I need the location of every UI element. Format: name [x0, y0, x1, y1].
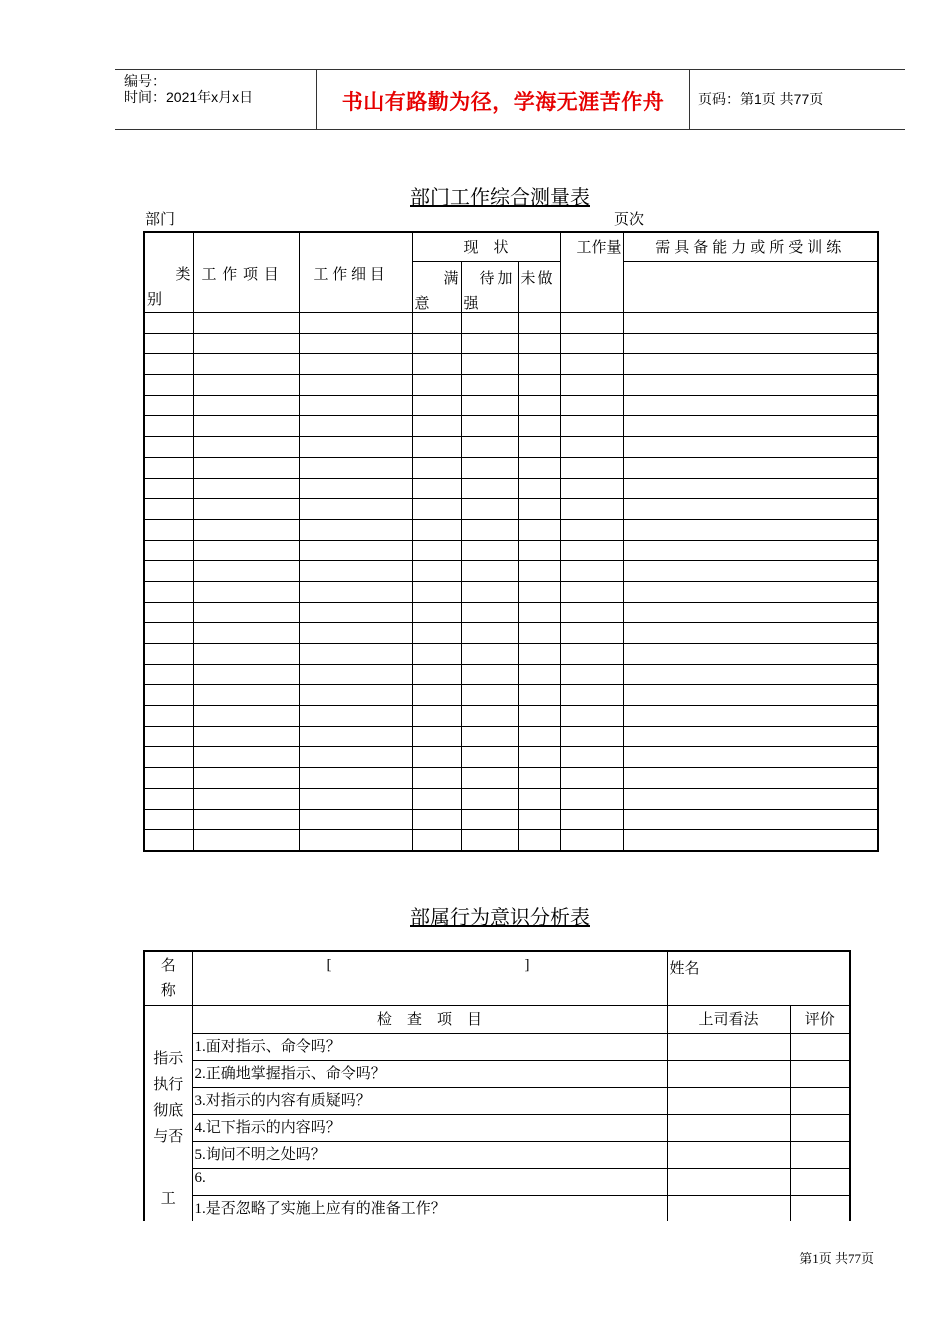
- table-cell[interactable]: [144, 602, 193, 623]
- table-cell[interactable]: [461, 375, 518, 396]
- table-cell[interactable]: [144, 313, 193, 334]
- table-cell[interactable]: [144, 375, 193, 396]
- table-cell[interactable]: [623, 602, 878, 623]
- table-cell[interactable]: [299, 333, 412, 354]
- table-cell[interactable]: [623, 830, 878, 851]
- table-cell[interactable]: [461, 788, 518, 809]
- table-cell[interactable]: [144, 644, 193, 665]
- table-cell[interactable]: [193, 395, 299, 416]
- table-cell[interactable]: [461, 644, 518, 665]
- table-row: [144, 457, 878, 478]
- person-name-cell[interactable]: [667, 951, 850, 1006]
- table-cell[interactable]: [412, 395, 461, 416]
- form1-dept-label: 部门: [145, 212, 176, 228]
- table-cell[interactable]: [144, 540, 193, 561]
- table-cell[interactable]: [623, 561, 878, 582]
- table-cell[interactable]: [193, 706, 299, 727]
- table-cell[interactable]: [560, 499, 623, 520]
- table-cell[interactable]: [461, 416, 518, 437]
- table-cell[interactable]: [144, 395, 193, 416]
- table-cell[interactable]: [560, 416, 623, 437]
- table-cell[interactable]: [518, 519, 560, 540]
- table-cell[interactable]: [193, 519, 299, 540]
- table-cell[interactable]: [461, 354, 518, 375]
- table-cell[interactable]: [412, 664, 461, 685]
- table-cell[interactable]: [193, 788, 299, 809]
- superior-opinion-cell[interactable]: [667, 1088, 790, 1115]
- form2-title: 部属行为意识分析表: [410, 905, 590, 929]
- table-cell[interactable]: [193, 644, 299, 665]
- table-cell[interactable]: [412, 478, 461, 499]
- table-cell[interactable]: [144, 706, 193, 727]
- table-cell[interactable]: [193, 313, 299, 334]
- table-cell[interactable]: [623, 478, 878, 499]
- check-item-row: 6.: [192, 1169, 667, 1196]
- table-cell[interactable]: [518, 416, 560, 437]
- table-cell[interactable]: [518, 623, 560, 644]
- table-row: [144, 581, 878, 602]
- table-cell[interactable]: [623, 519, 878, 540]
- table-row: [144, 623, 878, 644]
- table-cell[interactable]: [299, 561, 412, 582]
- table-cell[interactable]: [299, 499, 412, 520]
- rating-cell[interactable]: [790, 1196, 850, 1222]
- table-cell[interactable]: [461, 602, 518, 623]
- table-cell[interactable]: [144, 354, 193, 375]
- table-cell[interactable]: [518, 457, 560, 478]
- table-cell[interactable]: [144, 809, 193, 830]
- table-cell[interactable]: [412, 437, 461, 458]
- group1-label-cell: 指示 执行 彻底 与否 工: [144, 1006, 192, 1222]
- table-cell[interactable]: [518, 395, 560, 416]
- header-bottom-rule: [115, 129, 905, 130]
- superior-opinion-cell[interactable]: [667, 1034, 790, 1061]
- header-top-rule: [115, 69, 905, 70]
- superior-opinion-header: 上司看法: [667, 1006, 790, 1034]
- table-cell[interactable]: [193, 416, 299, 437]
- rating-cell[interactable]: [790, 1169, 850, 1196]
- table-cell[interactable]: [144, 478, 193, 499]
- rating-cell[interactable]: [790, 1115, 850, 1142]
- header-not-done: 未做: [518, 262, 560, 313]
- table-cell[interactable]: [623, 706, 878, 727]
- table-cell[interactable]: [461, 499, 518, 520]
- table-cell[interactable]: [560, 375, 623, 396]
- table-cell[interactable]: [461, 437, 518, 458]
- table-cell[interactable]: [144, 726, 193, 747]
- table-cell[interactable]: [193, 375, 299, 396]
- table-cell[interactable]: [623, 809, 878, 830]
- table-cell[interactable]: [299, 416, 412, 437]
- table-cell[interactable]: [518, 706, 560, 727]
- table-cell[interactable]: [299, 395, 412, 416]
- table-cell[interactable]: [461, 313, 518, 334]
- table-cell[interactable]: [144, 623, 193, 644]
- table-cell[interactable]: [518, 313, 560, 334]
- table-cell[interactable]: [623, 457, 878, 478]
- table-cell[interactable]: [623, 644, 878, 665]
- table-row: [144, 685, 878, 706]
- table-row: [144, 354, 878, 375]
- table-cell[interactable]: [412, 333, 461, 354]
- table-row: [144, 333, 878, 354]
- table-cell[interactable]: [144, 499, 193, 520]
- table-cell[interactable]: [518, 333, 560, 354]
- table-cell[interactable]: [461, 747, 518, 768]
- table-cell[interactable]: [299, 354, 412, 375]
- table-cell[interactable]: [412, 768, 461, 789]
- table-cell[interactable]: [518, 581, 560, 602]
- table-cell[interactable]: [144, 581, 193, 602]
- table-cell[interactable]: [560, 519, 623, 540]
- table-cell[interactable]: [560, 602, 623, 623]
- page-footer: 第1页 共77页: [799, 1251, 874, 1266]
- table-cell[interactable]: [412, 416, 461, 437]
- table-cell[interactable]: [193, 540, 299, 561]
- table-cell[interactable]: [193, 685, 299, 706]
- table-cell[interactable]: [144, 416, 193, 437]
- rating-header: 评价: [790, 1006, 850, 1034]
- table-cell[interactable]: [623, 581, 878, 602]
- table-cell[interactable]: [412, 830, 461, 851]
- header-work-detail: 工 作 细 目: [299, 232, 412, 313]
- table-cell[interactable]: [299, 726, 412, 747]
- table-cell[interactable]: [144, 519, 193, 540]
- table-cell[interactable]: [299, 519, 412, 540]
- table-cell[interactable]: [299, 706, 412, 727]
- form1-title: 部门工作综合测量表: [410, 185, 590, 209]
- table-row: [144, 540, 878, 561]
- rating-cell[interactable]: [790, 1061, 850, 1088]
- table-cell[interactable]: [518, 478, 560, 499]
- table-cell[interactable]: [560, 706, 623, 727]
- table-cell[interactable]: [144, 830, 193, 851]
- table-cell[interactable]: [623, 768, 878, 789]
- table-cell[interactable]: [412, 354, 461, 375]
- table-cell[interactable]: [461, 540, 518, 561]
- header-category-line1: 类: [175, 267, 191, 283]
- table-cell[interactable]: [412, 540, 461, 561]
- table-cell[interactable]: [461, 561, 518, 582]
- person-name-label: 姓名: [669, 961, 700, 977]
- header-skills-training: 需具备能力或所受训练: [623, 232, 878, 262]
- table-cell[interactable]: [518, 375, 560, 396]
- table-cell[interactable]: [518, 788, 560, 809]
- table-cell[interactable]: [623, 354, 878, 375]
- table-row: [144, 437, 878, 458]
- header-workload: 工作量: [560, 232, 623, 313]
- table-cell[interactable]: [412, 457, 461, 478]
- table-cell[interactable]: [623, 437, 878, 458]
- table-cell[interactable]: [412, 375, 461, 396]
- table-cell[interactable]: [623, 664, 878, 685]
- table-cell[interactable]: [412, 561, 461, 582]
- table-cell[interactable]: [193, 457, 299, 478]
- table-cell[interactable]: [518, 809, 560, 830]
- table-cell[interactable]: [193, 830, 299, 851]
- table-cell[interactable]: [560, 478, 623, 499]
- check-item-row: 3.对指示的内容有质疑吗？: [192, 1088, 667, 1115]
- table-cell[interactable]: [560, 457, 623, 478]
- table-row: [144, 644, 878, 665]
- table-cell[interactable]: [299, 457, 412, 478]
- table-cell[interactable]: [299, 830, 412, 851]
- table-cell[interactable]: [193, 333, 299, 354]
- table-cell[interactable]: [461, 768, 518, 789]
- work-measurement-table: [143, 231, 879, 852]
- table-cell[interactable]: [144, 333, 193, 354]
- table-cell[interactable]: [461, 830, 518, 851]
- table-cell[interactable]: [623, 499, 878, 520]
- table-cell[interactable]: [412, 747, 461, 768]
- table-cell[interactable]: [560, 664, 623, 685]
- table-cell[interactable]: [560, 768, 623, 789]
- table-row: [144, 664, 878, 685]
- table-cell[interactable]: [193, 664, 299, 685]
- table-cell[interactable]: [299, 644, 412, 665]
- table-cell[interactable]: [560, 395, 623, 416]
- table-cell[interactable]: [623, 416, 878, 437]
- table-row: [144, 375, 878, 396]
- table-cell[interactable]: [518, 685, 560, 706]
- table-row: [144, 313, 878, 334]
- table-cell[interactable]: [518, 830, 560, 851]
- table-cell[interactable]: [623, 726, 878, 747]
- table-cell[interactable]: [461, 581, 518, 602]
- table-cell[interactable]: [518, 602, 560, 623]
- table-cell[interactable]: [623, 685, 878, 706]
- table-cell[interactable]: [518, 561, 560, 582]
- rating-cell[interactable]: [790, 1088, 850, 1115]
- header-satisfied: 满 意: [412, 262, 461, 313]
- table-cell[interactable]: [461, 457, 518, 478]
- check-item-row: 1.是否忽略了实施上应有的准备工作？: [192, 1196, 667, 1222]
- table-cell[interactable]: [518, 768, 560, 789]
- table-cell[interactable]: [299, 478, 412, 499]
- table-cell[interactable]: [560, 830, 623, 851]
- table-cell[interactable]: [518, 354, 560, 375]
- work-measurement-rows: [144, 313, 878, 851]
- table-cell[interactable]: [461, 519, 518, 540]
- table-cell[interactable]: [193, 499, 299, 520]
- table-cell[interactable]: [412, 581, 461, 602]
- table-cell[interactable]: [560, 726, 623, 747]
- table-cell[interactable]: [560, 333, 623, 354]
- name-value-cell[interactable]: [ ]: [192, 951, 667, 1006]
- document-number-label: 编号：: [124, 73, 166, 89]
- table-cell[interactable]: [623, 788, 878, 809]
- table-cell[interactable]: [461, 395, 518, 416]
- table-cell[interactable]: [412, 726, 461, 747]
- table-cell[interactable]: [299, 313, 412, 334]
- form1-page-label: 页次: [614, 212, 645, 228]
- table-row: [144, 499, 878, 520]
- table-cell[interactable]: [412, 313, 461, 334]
- header-work-item: 工 作 项 目: [193, 232, 299, 313]
- table-cell[interactable]: [299, 685, 412, 706]
- table-row: [144, 519, 878, 540]
- superior-opinion-cell[interactable]: [667, 1142, 790, 1169]
- table-cell[interactable]: [560, 685, 623, 706]
- table-cell[interactable]: [461, 706, 518, 727]
- table-cell[interactable]: [461, 809, 518, 830]
- table-row: [144, 726, 878, 747]
- name-label-cell: 名 称: [144, 951, 192, 1006]
- table-cell[interactable]: [193, 437, 299, 458]
- table-cell[interactable]: [144, 664, 193, 685]
- table-cell[interactable]: [144, 768, 193, 789]
- table-cell[interactable]: [518, 664, 560, 685]
- table-cell[interactable]: [461, 623, 518, 644]
- table-cell[interactable]: [560, 644, 623, 665]
- table-cell[interactable]: [623, 375, 878, 396]
- table-cell[interactable]: [193, 478, 299, 499]
- table-cell[interactable]: [560, 747, 623, 768]
- table-cell[interactable]: [412, 809, 461, 830]
- table-cell[interactable]: [412, 602, 461, 623]
- superior-opinion-cell[interactable]: [667, 1115, 790, 1142]
- table-cell[interactable]: [623, 313, 878, 334]
- table-cell[interactable]: [412, 685, 461, 706]
- table-cell[interactable]: [560, 540, 623, 561]
- table-cell[interactable]: [193, 623, 299, 644]
- table-cell[interactable]: [518, 540, 560, 561]
- table-cell[interactable]: [412, 623, 461, 644]
- header-to-improve: 待加 强: [461, 262, 518, 313]
- table-cell[interactable]: [623, 623, 878, 644]
- table-cell[interactable]: [623, 395, 878, 416]
- header-status: 现 状: [412, 232, 560, 262]
- check-item-row: 1.面对指示、命令吗？: [192, 1034, 667, 1061]
- table-cell[interactable]: [144, 561, 193, 582]
- table-row: [144, 768, 878, 789]
- table-cell[interactable]: [461, 333, 518, 354]
- superior-opinion-cell[interactable]: [667, 1196, 790, 1222]
- table-cell[interactable]: [299, 540, 412, 561]
- check-item-header: 检 查 项 目: [192, 1006, 667, 1034]
- table-row: [144, 416, 878, 437]
- table-cell[interactable]: [299, 375, 412, 396]
- table-cell[interactable]: [299, 788, 412, 809]
- table-cell[interactable]: [518, 499, 560, 520]
- table-cell[interactable]: [461, 478, 518, 499]
- table-cell[interactable]: [299, 437, 412, 458]
- table-cell[interactable]: [299, 602, 412, 623]
- table-row: [144, 561, 878, 582]
- check-item-row: 2.正确地掌握指示、命令吗？: [192, 1061, 667, 1088]
- header-page-label: 页码：第1页 共77页: [698, 91, 824, 107]
- table-cell[interactable]: [461, 726, 518, 747]
- table-cell[interactable]: [560, 623, 623, 644]
- table-cell[interactable]: [412, 644, 461, 665]
- table-cell[interactable]: [518, 726, 560, 747]
- table-row: [144, 830, 878, 851]
- table-cell[interactable]: [299, 809, 412, 830]
- table-cell[interactable]: [518, 644, 560, 665]
- document-time-label: 时间：2021年x月x日: [124, 89, 254, 105]
- table-cell[interactable]: [299, 768, 412, 789]
- table-cell[interactable]: [623, 333, 878, 354]
- table-cell[interactable]: [144, 788, 193, 809]
- table-cell[interactable]: [560, 809, 623, 830]
- behavior-analysis-table: [143, 950, 851, 1221]
- table-cell[interactable]: [193, 768, 299, 789]
- table-cell[interactable]: [299, 747, 412, 768]
- rating-cell[interactable]: [790, 1142, 850, 1169]
- table-cell[interactable]: [412, 499, 461, 520]
- table-cell[interactable]: [193, 726, 299, 747]
- table-row: [144, 395, 878, 416]
- header-category-line2: 别: [147, 292, 163, 308]
- table-row: [144, 788, 878, 809]
- table-cell[interactable]: [193, 809, 299, 830]
- header-motto: 书山有路勤为径，学海无涯苦作舟: [341, 90, 665, 114]
- table-cell[interactable]: [560, 313, 623, 334]
- table-row: [144, 602, 878, 623]
- table-row: [144, 478, 878, 499]
- table-cell[interactable]: [560, 437, 623, 458]
- table-cell[interactable]: [412, 519, 461, 540]
- table-cell[interactable]: [623, 747, 878, 768]
- table-cell[interactable]: [518, 437, 560, 458]
- superior-opinion-cell[interactable]: [667, 1169, 790, 1196]
- table-cell[interactable]: [560, 354, 623, 375]
- table-cell[interactable]: [144, 685, 193, 706]
- table-cell[interactable]: [299, 623, 412, 644]
- table-cell[interactable]: [193, 561, 299, 582]
- header-skills-blank: [623, 262, 878, 313]
- table-cell[interactable]: [560, 581, 623, 602]
- table-cell[interactable]: [193, 602, 299, 623]
- table-cell[interactable]: [412, 788, 461, 809]
- rating-cell[interactable]: [790, 1034, 850, 1061]
- table-cell[interactable]: [299, 581, 412, 602]
- table-cell[interactable]: [461, 664, 518, 685]
- check-item-row: 4.记下指示的内容吗？: [192, 1115, 667, 1142]
- check-item-row: 5.询问不明之处吗？: [192, 1142, 667, 1169]
- table-cell[interactable]: [144, 437, 193, 458]
- table-cell[interactable]: [461, 685, 518, 706]
- table-cell[interactable]: [560, 788, 623, 809]
- table-row: [144, 809, 878, 830]
- header-category: [144, 232, 193, 313]
- table-cell[interactable]: [193, 354, 299, 375]
- table-cell[interactable]: [518, 747, 560, 768]
- table-cell[interactable]: [623, 540, 878, 561]
- table-cell[interactable]: [193, 747, 299, 768]
- table-cell[interactable]: [412, 706, 461, 727]
- table-cell[interactable]: [144, 457, 193, 478]
- superior-opinion-cell[interactable]: [667, 1061, 790, 1088]
- table-cell[interactable]: [193, 581, 299, 602]
- table-cell[interactable]: [560, 561, 623, 582]
- table-row: [144, 747, 878, 768]
- table-cell[interactable]: [299, 664, 412, 685]
- table-cell[interactable]: [144, 747, 193, 768]
- table-row: [144, 706, 878, 727]
